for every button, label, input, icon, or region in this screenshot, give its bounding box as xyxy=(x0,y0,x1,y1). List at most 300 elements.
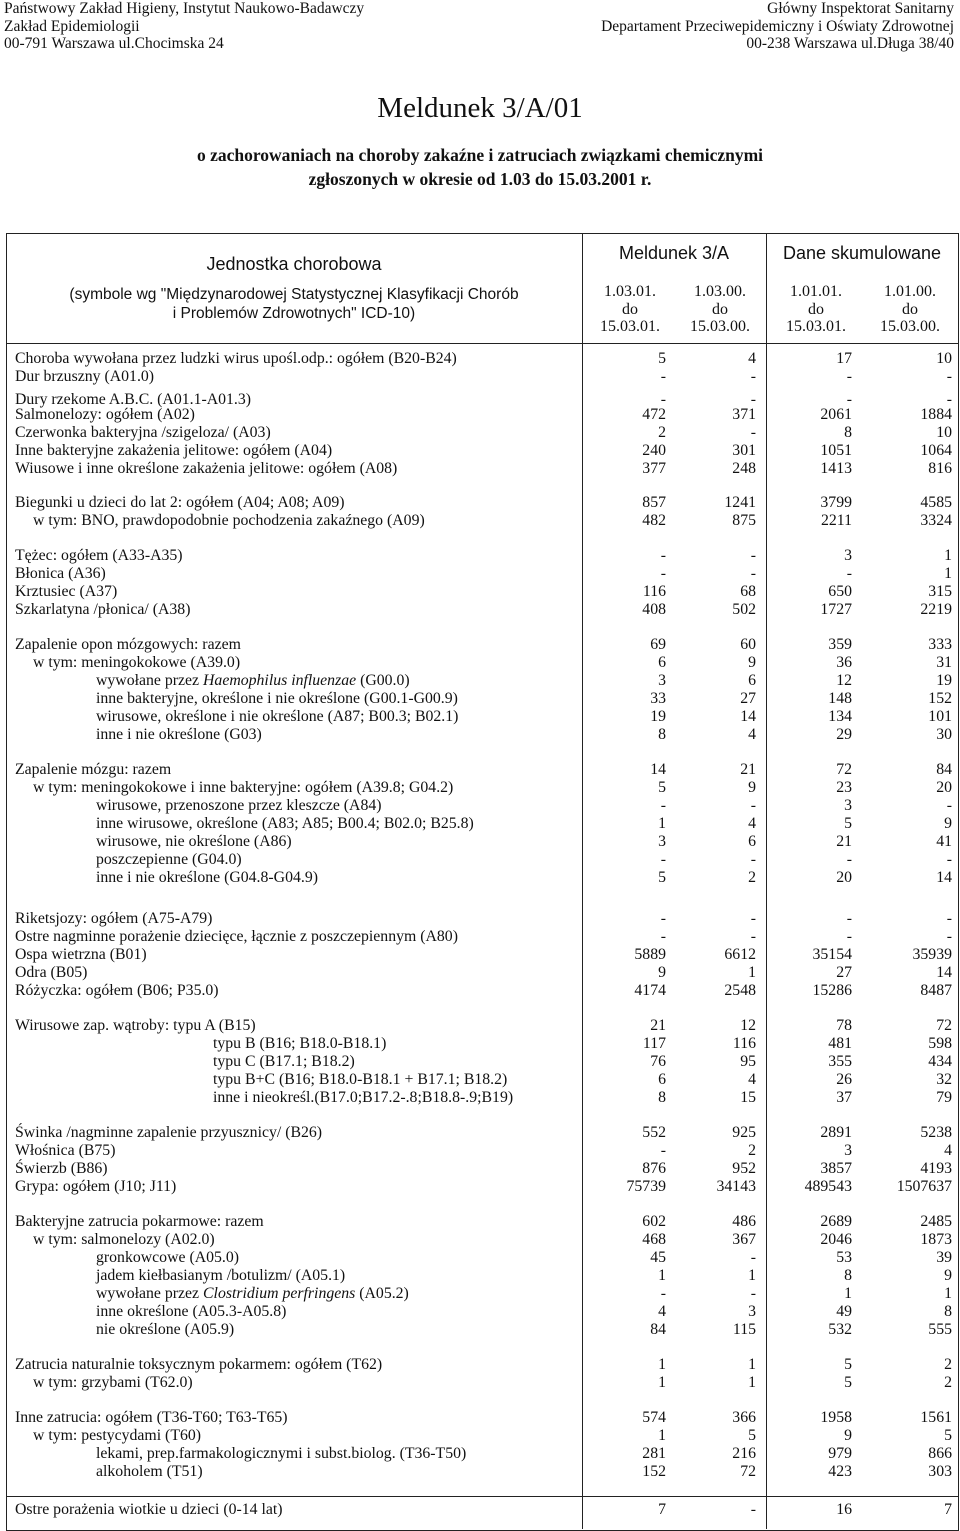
row-value: 8 xyxy=(658,1089,666,1106)
row-value: 371 xyxy=(732,406,756,423)
row-label: Włośnica (B75) xyxy=(15,1142,116,1159)
row-label: gronkowcowe (A05.0) xyxy=(96,1249,240,1266)
row-value: - xyxy=(846,851,852,868)
row-value: - xyxy=(660,797,666,814)
row-value: 1561 xyxy=(920,1409,952,1426)
row-value: 9 xyxy=(658,964,666,981)
row-value: - xyxy=(750,797,756,814)
row-value: 26 xyxy=(836,1071,852,1088)
row-value: - xyxy=(660,928,666,945)
row-value: 434 xyxy=(928,1053,952,1070)
row-label: wirusowe, określone i nie określone (A87; B00.3; B02.1) xyxy=(96,708,459,725)
table-row xyxy=(6,1445,958,1463)
table-row xyxy=(6,1124,958,1142)
row-value: 301 xyxy=(732,442,756,459)
row-value: 4 xyxy=(748,726,756,743)
row-value: 72 xyxy=(836,761,852,778)
row-label: Biegunki u dzieci do lat 2: ogółem (A04; A08; A09) xyxy=(15,494,345,511)
row-value: 602 xyxy=(642,1213,666,1230)
row-value: 366 xyxy=(732,1409,756,1426)
row-value: 21 xyxy=(650,1017,666,1034)
table-row xyxy=(6,833,958,851)
row-value: 1958 xyxy=(820,1409,852,1426)
row-value: 248 xyxy=(732,460,756,477)
row-value: 27 xyxy=(836,964,852,981)
row-label: Dury rzekome A.B.C. (A01.1-A01.3) xyxy=(15,391,252,408)
table-row xyxy=(6,815,958,833)
row-label: inne i nie określone (G04.8-G04.9) xyxy=(96,869,318,886)
col-header-4 xyxy=(864,283,956,336)
row-value: - xyxy=(660,1142,666,1159)
row-value: - xyxy=(750,565,756,582)
row-value: 37 xyxy=(836,1089,852,1106)
row-value: 152 xyxy=(928,690,952,707)
row-label: jadem kiełbasianym /botulizm/ (A05.1) xyxy=(96,1267,346,1284)
row-value: 1727 xyxy=(820,601,852,618)
row-label: wirusowe, przenoszone przez kleszcze (A84) xyxy=(96,797,382,814)
inspectorate-name: Główny Inspektorat Sanitarny xyxy=(767,0,954,17)
table-row xyxy=(6,1071,958,1089)
table-row xyxy=(6,565,958,583)
row-value: 49 xyxy=(836,1303,852,1320)
row-value: 72 xyxy=(740,1463,756,1480)
row-value: 12 xyxy=(740,1017,756,1034)
row-value: 32 xyxy=(936,1071,952,1088)
table-row xyxy=(6,869,958,887)
row-label: Salmonelozy: ogółem (A02) xyxy=(15,406,195,423)
row-value: 27 xyxy=(740,690,756,707)
row-value: 8 xyxy=(844,1267,852,1284)
table-row xyxy=(6,1178,958,1196)
row-value: 5 xyxy=(944,1427,952,1444)
row-value: 532 xyxy=(828,1321,852,1338)
group-header-cumulative: Dane skumulowane xyxy=(782,243,942,263)
row-label: Wirusowe zap. wątroby: typu A (B15) xyxy=(15,1017,256,1034)
table-row xyxy=(6,350,958,368)
row-label: Riketsjozy: ogółem (A75-A79) xyxy=(15,910,213,927)
row-value: 2 xyxy=(748,1142,756,1159)
col-2-to: 15.03.00. xyxy=(690,318,750,335)
row-value: 7 xyxy=(658,1501,666,1518)
row-value: 3 xyxy=(658,672,666,689)
table-row xyxy=(6,726,958,744)
table-row xyxy=(6,1017,958,1035)
row-value: 5 xyxy=(844,1374,852,1391)
table-row xyxy=(6,1374,958,1392)
table-row xyxy=(6,1142,958,1160)
row-value: 8 xyxy=(658,726,666,743)
table-row xyxy=(6,779,958,797)
table-row xyxy=(6,1303,958,1321)
col-1-do: do xyxy=(622,300,638,318)
row-value: 7 xyxy=(944,1501,952,1518)
table-row xyxy=(6,851,958,869)
row-label: Ospa wietrzna (B01) xyxy=(15,946,147,963)
row-value: 952 xyxy=(732,1160,756,1177)
row-value: 481 xyxy=(828,1035,852,1052)
row-value: 4174 xyxy=(634,982,666,999)
row-value: 2 xyxy=(748,869,756,886)
row-value: 45 xyxy=(650,1249,666,1266)
row-value: - xyxy=(846,391,852,408)
row-value: - xyxy=(946,797,952,814)
row-value: 857 xyxy=(642,494,666,511)
row-value: 5 xyxy=(658,869,666,886)
row-value: 15286 xyxy=(812,982,852,999)
row-value: 979 xyxy=(828,1445,852,1462)
row-value: 16 xyxy=(836,1501,852,1518)
row-value: 5 xyxy=(844,815,852,832)
row-label: wirusowe, nie określone (A86) xyxy=(96,833,292,850)
row-value: 468 xyxy=(642,1231,666,1248)
table-row xyxy=(6,1409,958,1427)
row-value: 6 xyxy=(658,654,666,671)
row-value: 2891 xyxy=(820,1124,852,1141)
table-row xyxy=(6,1356,958,1374)
row-value: 5 xyxy=(844,1356,852,1373)
col-1-to: 15.03.01. xyxy=(600,318,660,335)
row-value: - xyxy=(846,928,852,945)
row-value: 79 xyxy=(936,1089,952,1106)
row-value: 3799 xyxy=(820,494,852,511)
header-divider xyxy=(6,343,958,344)
col-3-from: 1.01.01. xyxy=(790,283,842,300)
row-value: 216 xyxy=(732,1445,756,1462)
row-value: 1873 xyxy=(920,1231,952,1248)
row-value: 377 xyxy=(642,460,666,477)
table-row xyxy=(6,406,958,424)
row-value: 1 xyxy=(658,1356,666,1373)
table-row xyxy=(6,910,958,928)
row-value: 41 xyxy=(936,833,952,850)
row-label: w tym: meningokokowe (A39.0) xyxy=(33,654,241,671)
row-value: 4193 xyxy=(920,1160,952,1177)
row-value: 14 xyxy=(740,708,756,725)
row-value: 359 xyxy=(828,636,852,653)
institute-address: 00-791 Warszawa ul.Chocimska 24 xyxy=(4,35,224,52)
row-value: 502 xyxy=(732,601,756,618)
row-value: 6 xyxy=(748,833,756,850)
row-value: 423 xyxy=(828,1463,852,1480)
row-value: - xyxy=(846,565,852,582)
table-row xyxy=(6,636,958,654)
row-value: 9 xyxy=(944,1267,952,1284)
row-value: 408 xyxy=(642,601,666,618)
row-label: Choroba wywołana przez ludzki wirus upośl.odp.: ogółem (B20-B24) xyxy=(15,350,457,367)
row-value: 21 xyxy=(836,833,852,850)
row-label: Inne zatrucia: ogółem (T36-T60; T63-T65) xyxy=(15,1409,288,1426)
row-label: Szkarlatyna /płonica/ (A38) xyxy=(15,601,191,618)
row-value: 69 xyxy=(650,636,666,653)
table-row xyxy=(6,946,958,964)
subtitle-line-1: o zachorowaniach na choroby zakaźne i zatruciach związkami chemicznymi xyxy=(196,145,764,165)
institute-name: Państwowy Zakład Higieny, Instytut Naukowo-Badawczy xyxy=(4,0,365,17)
row-value: - xyxy=(750,928,756,945)
row-value: - xyxy=(660,368,666,385)
row-value: - xyxy=(660,910,666,927)
inspectorate-address: 00-238 Warszawa ul.Długa 38/40 xyxy=(746,35,954,52)
row-value: 2689 xyxy=(820,1213,852,1230)
table-row xyxy=(6,1089,958,1107)
row-value: 816 xyxy=(928,460,952,477)
row-label: inne wirusowe, określone (A83; A85; B00.4; B02.0; B25.8) xyxy=(96,815,474,832)
row-label: inne i nie określone (G03) xyxy=(96,726,262,743)
row-value: 875 xyxy=(732,512,756,529)
row-value: 1 xyxy=(748,1267,756,1284)
row-value: - xyxy=(660,547,666,564)
row-value: 134 xyxy=(828,708,852,725)
table-row xyxy=(6,1231,958,1249)
row-value: 6612 xyxy=(724,946,756,963)
table-row xyxy=(6,583,958,601)
row-value: - xyxy=(946,391,952,408)
row-value: 23 xyxy=(836,779,852,796)
row-label: Inne bakteryjne zakażenia jelitowe: ogółem (A04) xyxy=(15,442,333,459)
col-3-to: 15.03.01. xyxy=(786,318,846,335)
row-value: 8487 xyxy=(920,982,952,999)
row-label: Ostre nagminne porażenie dziecięce, łącznie z poszczepiennym (A80) xyxy=(15,928,458,945)
row-value: 21 xyxy=(740,761,756,778)
row-value: 4 xyxy=(944,1142,952,1159)
row-label: wywołane przez Clostridium perfringens (A05.2) xyxy=(96,1285,409,1302)
row-value: 14 xyxy=(936,869,952,886)
row-value: 1 xyxy=(748,964,756,981)
row-value: 1 xyxy=(944,565,952,582)
row-value: 34143 xyxy=(716,1178,756,1195)
row-value: 95 xyxy=(740,1053,756,1070)
row-value: - xyxy=(750,851,756,868)
row-label: Zapalenie opon mózgowych: razem xyxy=(15,636,241,653)
table-row xyxy=(6,547,958,565)
row-value: 1 xyxy=(658,1267,666,1284)
row-value: - xyxy=(946,910,952,927)
row-value: 84 xyxy=(650,1321,666,1338)
row-label: Krztusiec (A37) xyxy=(15,583,118,600)
table-row xyxy=(6,982,958,1000)
table-row xyxy=(6,1463,958,1481)
row-value: - xyxy=(750,547,756,564)
row-value: 35939 xyxy=(912,946,952,963)
report-title: Meldunek 3/A/01 xyxy=(377,92,583,124)
row-label: Tężec: ogółem (A33-A35) xyxy=(15,547,183,564)
row-label: lekami, prep.farmakologicznymi i subst.biolog. (T36-T50) xyxy=(96,1445,467,1462)
row-value: 19 xyxy=(650,708,666,725)
col-header-1 xyxy=(586,283,674,336)
row-value: 1 xyxy=(944,1285,952,1302)
row-value: 14 xyxy=(936,964,952,981)
row-value: 6 xyxy=(748,672,756,689)
row-value: 15 xyxy=(740,1089,756,1106)
row-label: nie określone (A05.9) xyxy=(96,1321,235,1338)
row-value: 2 xyxy=(944,1374,952,1391)
row-value: 4 xyxy=(748,815,756,832)
row-value: 19 xyxy=(936,672,952,689)
row-value: 30 xyxy=(936,726,952,743)
row-label: typu B+C (B16; B18.0-B18.1 + B17.1; B18.2) xyxy=(213,1071,508,1088)
row-value: 148 xyxy=(828,690,852,707)
last-row-divider xyxy=(6,1496,958,1497)
row-value: 925 xyxy=(732,1124,756,1141)
table-row xyxy=(6,761,958,779)
row-value: - xyxy=(750,424,756,441)
table-row xyxy=(6,1267,958,1285)
row-value: 5889 xyxy=(634,946,666,963)
table-row xyxy=(6,442,958,460)
row-value: 17 xyxy=(836,350,852,367)
department-name: Zakład Epidemiologii xyxy=(4,17,140,35)
row-value: 1 xyxy=(748,1374,756,1391)
row-label: wywołane przez Haemophilus influenzae (G00.0) xyxy=(96,672,410,689)
row-value: 1 xyxy=(658,1374,666,1391)
row-value: 1064 xyxy=(920,442,952,459)
row-value: 240 xyxy=(642,442,666,459)
table-row xyxy=(6,512,958,530)
row-value: 3 xyxy=(844,547,852,564)
row-value: 3324 xyxy=(920,512,952,529)
row-value: 2046 xyxy=(820,1231,852,1248)
row-value: 4 xyxy=(748,1071,756,1088)
row-value: 5 xyxy=(658,779,666,796)
header-right xyxy=(601,0,954,53)
row-value: 20 xyxy=(836,869,852,886)
row-value: 115 xyxy=(732,1321,756,1338)
row-value: - xyxy=(660,851,666,868)
row-value: 486 xyxy=(732,1213,756,1230)
table-row xyxy=(6,928,958,946)
row-value: 5238 xyxy=(920,1124,952,1141)
row-label: Świnka /nagminne zapalenie przyusznicy/ (B26) xyxy=(15,1124,323,1141)
col-4-from: 1.01.00. xyxy=(884,283,936,300)
row-value: 8 xyxy=(944,1303,952,1320)
col-2-from: 1.03.00. xyxy=(694,283,746,300)
table-row xyxy=(6,1249,958,1267)
row-value: 3 xyxy=(748,1303,756,1320)
row-label: inne określone (A05.3-A05.8) xyxy=(96,1303,287,1320)
row-value: - xyxy=(750,1285,756,1302)
row-value: 29 xyxy=(836,726,852,743)
group-header-meldunek: Meldunek 3/A xyxy=(618,243,730,263)
table-row xyxy=(6,1321,958,1339)
row-value: 5 xyxy=(748,1427,756,1444)
row-value: 6 xyxy=(658,1071,666,1088)
row-label: Czerwonka bakteryjna /szigeloza/ (A03) xyxy=(15,424,271,441)
subtitle-line-2: zgłoszonych w okresie od 1.03 do 15.03.2001 r. xyxy=(308,169,652,189)
row-value: 333 xyxy=(928,636,952,653)
row-value: 14 xyxy=(650,761,666,778)
row-value: 36 xyxy=(836,654,852,671)
row-value: - xyxy=(946,368,952,385)
row-value: 75739 xyxy=(626,1178,666,1195)
row-value: 4 xyxy=(658,1303,666,1320)
row-value: 2548 xyxy=(724,982,756,999)
row-value: 876 xyxy=(642,1160,666,1177)
table-row xyxy=(6,368,958,386)
row-value: 489543 xyxy=(804,1178,852,1195)
row-value: - xyxy=(750,910,756,927)
row-value: 10 xyxy=(936,350,952,367)
row-value: 10 xyxy=(936,424,952,441)
row-value: 555 xyxy=(928,1321,952,1338)
table-row xyxy=(6,964,958,982)
row-label: Wiusowe i inne określone zakażenia jelitowe: ogółem (A08) xyxy=(15,460,398,477)
row-value: 367 xyxy=(732,1231,756,1248)
row-label: w tym: salmonelozy (A02.0) xyxy=(33,1231,215,1248)
table-row xyxy=(6,1035,958,1053)
row-value: 1051 xyxy=(820,442,852,459)
row-label: Różyczka: ogółem (B06; P35.0) xyxy=(15,982,219,999)
col-4-do: do xyxy=(902,300,918,318)
row-label: alkoholem (T51) xyxy=(96,1463,203,1480)
row-value: 76 xyxy=(650,1053,666,1070)
col-header-2 xyxy=(676,283,764,336)
table-row xyxy=(6,601,958,619)
table-row xyxy=(6,1160,958,1178)
table-row xyxy=(6,654,958,672)
row-value: 1241 xyxy=(724,494,756,511)
table-row xyxy=(6,708,958,726)
unit-subtitle-line-1: (symbole wg "Międzynarodowej Statystycznej Klasyfikacji Chorób xyxy=(69,286,519,303)
row-value: - xyxy=(750,368,756,385)
row-value: 39 xyxy=(936,1249,952,1266)
row-value: - xyxy=(946,851,952,868)
row-label: inne i nieokreśl.(B17.0;B17.2-.8;B18.8-.9;B19) xyxy=(213,1089,514,1106)
row-value: 1 xyxy=(844,1285,852,1302)
row-value: 152 xyxy=(642,1463,666,1480)
row-value: 116 xyxy=(732,1035,756,1052)
row-label: w tym: meningokokowe i inne bakteryjne: ogółem (A39.8; G04.2) xyxy=(33,779,454,796)
row-value: 315 xyxy=(928,583,952,600)
row-value: 303 xyxy=(928,1463,952,1480)
table-row xyxy=(6,460,958,478)
row-label: Dur brzuszny (A01.0) xyxy=(15,368,155,385)
row-label: Bakteryjne zatrucia pokarmowe: razem xyxy=(15,1213,264,1230)
row-value: - xyxy=(750,1501,756,1518)
row-value: 2 xyxy=(944,1356,952,1373)
row-value: 1507637 xyxy=(896,1178,952,1195)
col-2-do: do xyxy=(712,300,728,318)
table-row xyxy=(6,672,958,690)
row-value: 650 xyxy=(828,583,852,600)
row-value: 2211 xyxy=(820,512,852,529)
table-row xyxy=(6,494,958,512)
row-value: 9 xyxy=(944,815,952,832)
table-row xyxy=(6,1053,958,1071)
table-row xyxy=(6,424,958,442)
row-value: 5 xyxy=(658,350,666,367)
row-value: 3 xyxy=(658,833,666,850)
col-4-to: 15.03.00. xyxy=(880,318,940,335)
row-label: Grypa: ogółem (J10; J11) xyxy=(15,1178,177,1195)
row-value: 12 xyxy=(836,672,852,689)
row-value: 4585 xyxy=(920,494,952,511)
row-value: 1 xyxy=(748,1356,756,1373)
unit-subtitle-line-2: i Problemów Zdrowotnych" ICD-10) xyxy=(172,304,416,322)
table-row xyxy=(6,1213,958,1231)
row-value: 84 xyxy=(936,761,952,778)
table-row xyxy=(6,1285,958,1303)
row-value: 574 xyxy=(642,1409,666,1426)
row-value: - xyxy=(660,565,666,582)
row-label: Ostre porażenia wiotkie u dzieci (0-14 lat) xyxy=(15,1501,283,1518)
row-value: - xyxy=(750,391,756,408)
row-label: Zapalenie mózgu: razem xyxy=(15,761,172,778)
row-label: Odra (B05) xyxy=(15,964,88,981)
row-value: 68 xyxy=(740,583,756,600)
row-label: inne bakteryjne, określone i nie określone (G00.1-G00.9) xyxy=(96,690,458,707)
row-value: 20 xyxy=(936,779,952,796)
table-row xyxy=(6,690,958,708)
row-label: Świerzb (B86) xyxy=(15,1160,108,1177)
